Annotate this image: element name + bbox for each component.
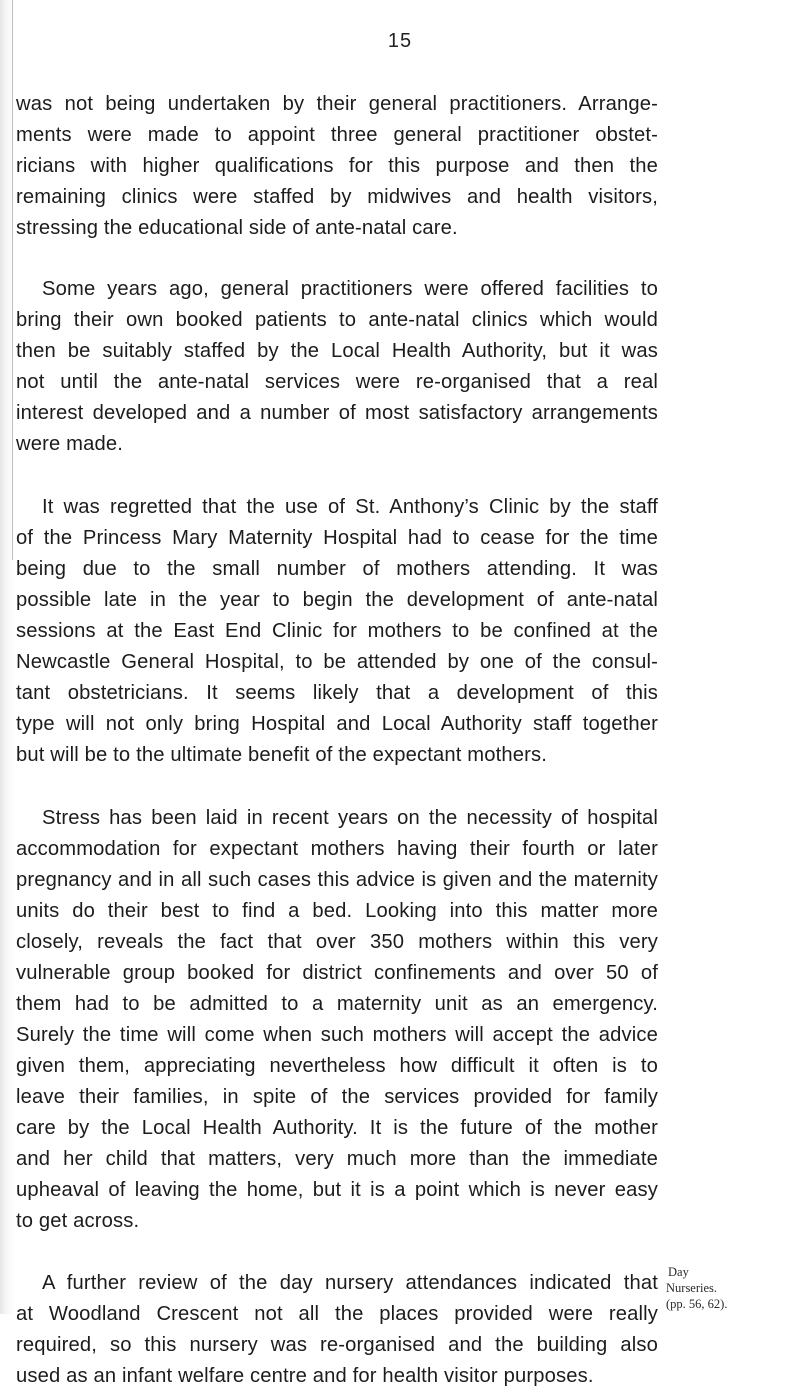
text-line: leave their families, in spite of the services provided for family <box>16 1086 658 1108</box>
text-line: then be suitably staffed by the Local Health Authority, but it was <box>16 340 658 362</box>
text-line: at Woodland Crescent not all the places provided were really <box>16 1303 658 1325</box>
text-line: not until the ante-natal services were re-organised that a real <box>16 371 658 393</box>
text-line: being due to the small number of mothers attending. It was <box>16 558 658 580</box>
text-line: but will be to the ultimate benefit of the expectant mothers. <box>16 744 547 766</box>
text-line: ricians with higher qualifications for this purpose and then the <box>16 155 658 177</box>
page-number: 15 <box>387 30 413 52</box>
text-line: closely, reveals the fact that over 350 mothers within this very <box>16 931 658 953</box>
text-line: upheaval of leaving the home, but it is a point which is never easy <box>16 1179 658 1201</box>
paragraph-1 <box>16 89 658 244</box>
text-line: given them, appreciating nevertheless how difficult it often is to <box>16 1055 658 1077</box>
paragraph-5 <box>16 1268 658 1392</box>
text-line: remaining clinics were staffed by midwives and health visitors, <box>16 186 658 208</box>
text-line: interest developed and a number of most satisfactory arrangements <box>16 402 658 424</box>
body-text <box>16 89 658 1392</box>
text-line: stressing the educational side of ante-natal care. <box>16 217 458 239</box>
text-line: tant obstetricians. It seems likely that a development of this <box>16 682 658 704</box>
scan-binding-line <box>12 0 13 560</box>
text-line: Some years ago, general practitioners were offered facilities to <box>42 278 658 300</box>
paragraph-2 <box>16 274 658 460</box>
margin-note-pages: (pp. 56, 62). <box>666 1297 728 1311</box>
margin-note-day-nurseries <box>666 1264 796 1312</box>
text-line: possible late in the year to begin the development of ante-natal <box>16 589 658 611</box>
text-line: them had to be admitted to a maternity unit as an emergency. <box>16 993 658 1015</box>
paragraph-3 <box>16 492 658 771</box>
text-line: Stress has been laid in recent years on the necessity of hospital <box>42 807 658 829</box>
text-line: Surely the time will come when such mothers will accept the advice <box>16 1024 658 1046</box>
text-line: care by the Local Health Authority. It is the future of the mother <box>16 1117 658 1139</box>
text-line: units do their best to find a bed. Looking into this matter more <box>16 900 658 922</box>
text-line: pregnancy and in all such cases this advice is given and the maternity <box>16 869 658 891</box>
text-line: were made. <box>16 433 123 455</box>
text-line: bring their own booked patients to ante-natal clinics which would <box>16 309 658 331</box>
margin-note-title: Day <box>668 1265 689 1279</box>
text-line: required, so this nursery was re-organised and the building also <box>16 1334 658 1356</box>
margin-note-subject: Nurseries. <box>666 1281 718 1295</box>
text-line: ments were made to appoint three general practitioner obstet- <box>16 124 658 146</box>
text-line: sessions at the East End Clinic for mothers to be confined at the <box>16 620 658 642</box>
text-line: accommodation for expectant mothers having their fourth or later <box>16 838 658 860</box>
text-line: Newcastle General Hospital, to be attended by one of the consul- <box>16 651 658 673</box>
text-line: was not being undertaken by their general practitioners. Arrange- <box>16 93 658 115</box>
paragraph-4 <box>16 803 658 1237</box>
text-line: A further review of the day nursery attendances indicated that <box>42 1272 658 1294</box>
text-line: used as an infant welfare centre and for health visitor purposes. <box>16 1365 594 1387</box>
text-line: and her child that matters, very much more than the immediate <box>16 1148 658 1170</box>
text-line: It was regretted that the use of St. Anthony’s Clinic by the staff <box>42 496 658 518</box>
text-line: to get across. <box>16 1210 140 1232</box>
text-line: type will not only bring Hospital and Local Authority staff together <box>16 713 658 735</box>
text-line: vulnerable group booked for district confinements and over 50 of <box>16 962 658 984</box>
text-line: of the Princess Mary Maternity Hospital had to cease for the time <box>16 527 658 549</box>
